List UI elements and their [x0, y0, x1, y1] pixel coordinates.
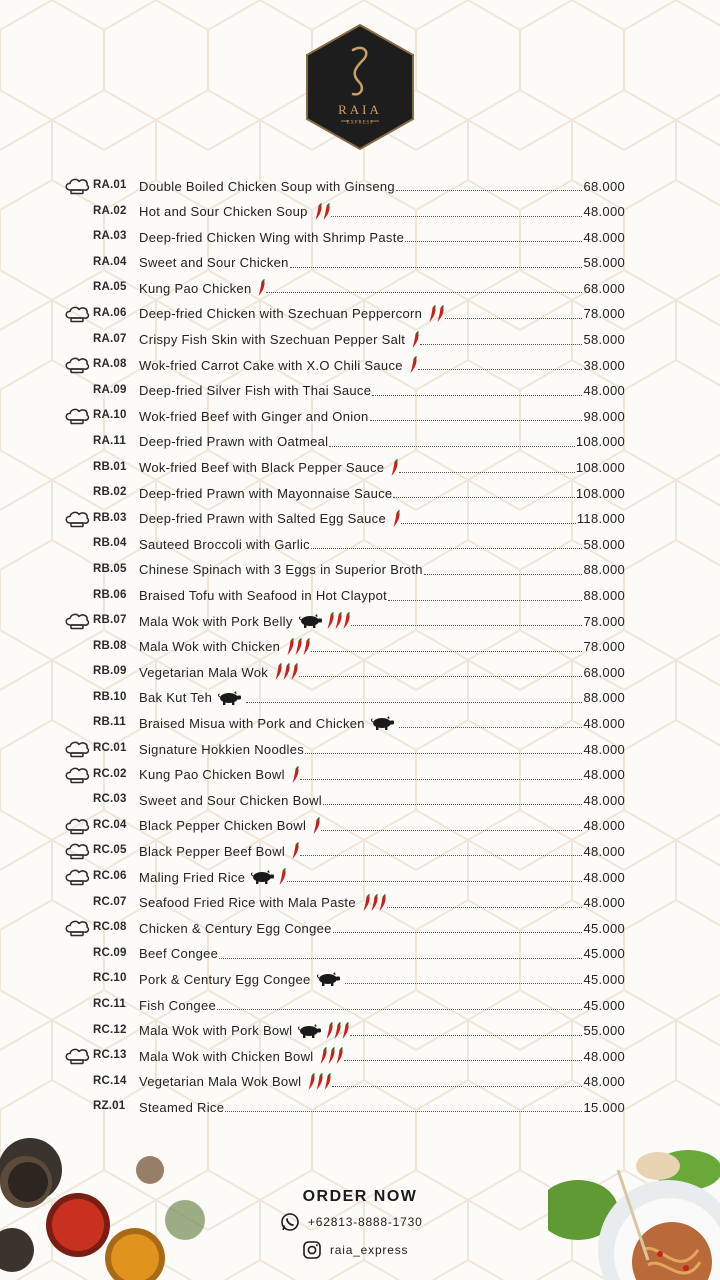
dot-leader — [219, 958, 582, 959]
instagram-icon — [302, 1240, 322, 1260]
menu-item-code: RC.01 — [93, 742, 127, 755]
chili-icon — [312, 817, 321, 835]
menu-item-line — [139, 432, 625, 452]
menu-item-price: 88.000 — [583, 562, 625, 578]
menu-item — [0, 379, 720, 405]
menu-item-line — [139, 227, 625, 247]
menu-item — [0, 993, 720, 1019]
noodle-bowl-illustration — [548, 1150, 720, 1280]
menu-item-line — [139, 790, 625, 810]
menu-item-code: RB.11 — [93, 716, 126, 729]
chef-hat-icon — [64, 818, 90, 835]
menu-item-price: 48.000 — [583, 869, 625, 885]
menu-item-name: Chicken & Century Egg Congee — [139, 920, 332, 936]
menu-item-icons — [307, 1073, 331, 1091]
menu-item — [0, 584, 720, 610]
menu-item-price: 118.000 — [576, 511, 625, 527]
menu-item-name: Chinese Spinach with 3 Eggs in Superior Broth — [139, 562, 423, 578]
menu-item-price: 38.000 — [583, 357, 625, 373]
menu-item-name: Hot and Sour Chicken Soup — [139, 204, 308, 220]
chef-hat-icon — [64, 408, 90, 425]
menu-item-line — [139, 304, 625, 324]
menu-item — [0, 763, 720, 789]
menu-item — [0, 635, 720, 661]
pork-icon — [299, 614, 323, 628]
menu-item-name: Sweet and Sour Chicken Bowl — [139, 792, 322, 808]
menu-item-name: Black Pepper Chicken Bowl — [139, 818, 307, 834]
pork-icon — [218, 691, 242, 705]
menu-item-line — [139, 176, 625, 196]
pork-icon — [317, 972, 341, 986]
menu-item-icons — [298, 1022, 349, 1040]
menu-item-price: 48.000 — [583, 229, 625, 245]
menu-item-code: RB.05 — [93, 562, 127, 575]
dot-leader — [399, 472, 575, 473]
menu-item-name: Kung Pao Chicken Bowl — [139, 767, 285, 783]
dot-leader — [370, 420, 583, 421]
menu-item-line — [139, 739, 625, 759]
menu-item-name: Wok-fried Beef with Black Pepper Sauce — [139, 460, 385, 476]
menu-item-name: Deep-fried Prawn with Mayonnaise Sauce — [139, 485, 393, 501]
chili-icon — [257, 279, 266, 297]
menu-item — [0, 891, 720, 917]
menu-item — [0, 507, 720, 533]
menu-item-name: Signature Hokkien Noodles — [139, 741, 305, 757]
menu-item — [0, 1044, 720, 1070]
menu-item-line — [139, 841, 625, 861]
menu-item-code: RC.06 — [93, 870, 127, 883]
menu-item-name: Vegetarian Mala Wok — [139, 664, 269, 680]
dot-leader — [300, 855, 582, 856]
menu-item-price: 48.000 — [583, 895, 625, 911]
menu-item-name: Braised Misua with Pork and Chicken — [139, 715, 365, 731]
menu-item-icons — [314, 203, 330, 221]
menu-item-icons — [312, 817, 320, 835]
dot-leader — [332, 1086, 582, 1087]
menu-item-line — [139, 611, 625, 631]
menu-item — [0, 404, 720, 430]
menu-item-code: RC.12 — [93, 1023, 127, 1036]
menu-item-code: RC.10 — [93, 972, 127, 985]
menu-item-code: RA.02 — [93, 204, 127, 217]
menu-item — [0, 609, 720, 635]
menu-item-price: 45.000 — [583, 946, 625, 962]
dot-leader — [372, 395, 582, 396]
menu-item-price: 58.000 — [583, 536, 625, 552]
menu-item-line — [139, 253, 625, 273]
chef-hat-icon — [64, 741, 90, 758]
menu-item-line — [139, 918, 625, 938]
menu-item — [0, 558, 720, 584]
menu-item-line — [139, 637, 625, 657]
menu-item-code: RA.04 — [93, 255, 127, 268]
menu-item-price: 48.000 — [583, 843, 625, 859]
menu-item-code: RC.11 — [93, 998, 126, 1010]
chili-icon — [278, 868, 287, 886]
menu-item-icons — [371, 716, 398, 730]
menu-item-price: 108.000 — [575, 434, 625, 450]
menu-item-code: RB.03 — [93, 511, 127, 524]
menu-item-code: RC.05 — [93, 844, 127, 857]
menu-item-name: Braised Tofu with Seafood in Hot Claypot — [139, 588, 388, 603]
menu-item-line — [139, 969, 625, 989]
menu-item-name: Sweet and Sour Chicken — [139, 255, 289, 271]
menu-item-price: 48.000 — [583, 1048, 625, 1064]
menu-item-price: 78.000 — [583, 306, 625, 322]
dot-leader — [311, 651, 582, 652]
menu-item-name: Fish Congee — [139, 997, 217, 1013]
menu-item-price: 58.000 — [583, 332, 625, 348]
dot-leader — [300, 779, 583, 780]
chili-icon — [409, 356, 418, 374]
menu-item-line — [139, 867, 625, 887]
order-now-title: ORDER NOW — [302, 1188, 418, 1205]
dot-leader — [345, 983, 583, 984]
chef-hat-icon — [64, 613, 90, 630]
menu-item-icons — [299, 612, 350, 630]
menu-item-icons — [291, 842, 299, 860]
menu-item-price: 108.000 — [575, 460, 625, 476]
dot-leader — [387, 907, 583, 908]
chili-icon — [342, 612, 351, 630]
chili-icon — [291, 842, 300, 860]
dot-leader — [396, 190, 582, 191]
menu-item — [0, 737, 720, 763]
menu-item — [0, 686, 720, 712]
menu-item-price: 45.000 — [583, 920, 625, 936]
menu-list — [0, 174, 720, 1121]
menu-item-price: 48.000 — [583, 204, 625, 220]
menu-item — [0, 225, 720, 251]
menu-item — [0, 1070, 720, 1096]
menu-item-price: 48.000 — [583, 767, 625, 783]
menu-item-price: 88.000 — [583, 588, 625, 603]
chef-hat-icon — [64, 843, 90, 860]
menu-item — [0, 532, 720, 558]
chef-hat-icon — [64, 178, 90, 195]
whatsapp-contact[interactable] — [280, 1212, 423, 1232]
menu-item-code: RA.03 — [93, 230, 127, 243]
footer — [0, 1130, 720, 1280]
menu-item — [0, 276, 720, 302]
menu-item-code: RA.05 — [93, 281, 127, 294]
dot-leader — [399, 727, 583, 728]
dot-leader — [333, 932, 583, 933]
menu-item-icons — [291, 766, 299, 784]
dot-leader — [445, 318, 582, 319]
dot-leader — [401, 523, 576, 524]
menu-item-code: RC.13 — [93, 1049, 127, 1062]
chef-hat-icon — [64, 306, 90, 323]
menu-item-price: 48.000 — [583, 792, 625, 808]
menu-item-name: Double Boiled Chicken Soup with Ginseng — [139, 178, 395, 194]
menu-item-line — [139, 330, 625, 350]
menu-item-icons — [317, 972, 344, 986]
menu-item-code: RA.09 — [93, 383, 127, 396]
menu-item — [0, 660, 720, 686]
menu-item-code: RZ.01 — [93, 1100, 126, 1113]
menu-item-icons — [286, 638, 310, 656]
menu-item-code: RC.04 — [93, 818, 127, 831]
menu-item-name: Steamed Rice — [139, 1099, 225, 1115]
menu-item-code: RB.01 — [93, 460, 127, 473]
menu-item-line — [139, 816, 625, 836]
menu-item-icons — [218, 691, 245, 705]
dot-leader — [311, 548, 582, 549]
menu-item-price: 58.000 — [583, 255, 625, 271]
menu-item-code: RB.08 — [93, 639, 127, 652]
chili-icon — [291, 766, 300, 784]
menu-item-code: RC.03 — [93, 793, 127, 806]
menu-item — [0, 328, 720, 354]
dot-leader — [305, 753, 582, 754]
menu-item-line — [139, 586, 625, 606]
instagram-handle: raia_express — [330, 1243, 409, 1257]
menu-item — [0, 942, 720, 968]
menu-item-price: 68.000 — [583, 664, 625, 680]
dot-leader — [287, 881, 582, 882]
dot-leader — [217, 1009, 582, 1010]
menu-item-line — [139, 509, 625, 529]
menu-item-icons — [409, 356, 417, 374]
menu-item-price: 48.000 — [583, 818, 625, 834]
menu-item-code: RA.11 — [93, 434, 126, 447]
menu-item-name: Maling Fried Rice — [139, 869, 246, 885]
menu-item-line — [139, 534, 625, 554]
menu-item-line — [139, 1097, 625, 1117]
menu-item-icons — [392, 510, 400, 528]
menu-item — [0, 481, 720, 507]
menu-item — [0, 174, 720, 200]
menu-item-price: 68.000 — [583, 178, 625, 194]
menu-item-name: Mala Wok with Chicken Bowl — [139, 1048, 314, 1064]
chef-hat-icon — [64, 1048, 90, 1065]
dot-leader — [388, 600, 582, 601]
menu-item-code: RC.02 — [93, 767, 127, 780]
pork-icon — [251, 870, 275, 884]
chef-hat-icon — [64, 357, 90, 374]
menu-item-code: RC.08 — [93, 921, 127, 934]
menu-item-line — [139, 893, 625, 913]
dot-leader — [299, 676, 582, 677]
menu-item-icons — [257, 279, 265, 297]
menu-item-price: 48.000 — [583, 1074, 625, 1090]
dot-leader — [418, 369, 583, 370]
menu-item-price: 48.000 — [583, 383, 625, 399]
menu-item-name: Pork & Century Egg Congee — [139, 971, 311, 987]
menu-item-name: Beef Congee — [139, 946, 219, 962]
menu-item-line — [139, 483, 625, 503]
dot-leader — [225, 1111, 582, 1112]
menu-item-price: 68.000 — [583, 280, 625, 296]
menu-item-name: Deep-fried Chicken with Szechuan Peppercorn — [139, 306, 423, 322]
instagram-contact[interactable] — [302, 1240, 408, 1260]
menu-item-name: Wok-fried Beef with Ginger and Onion — [139, 408, 369, 424]
dot-leader — [290, 267, 583, 268]
menu-item-code: RC.07 — [93, 895, 127, 908]
menu-item-name: Deep-fried Prawn with Salted Egg Sauce — [139, 511, 386, 527]
menu-item-price: 78.000 — [583, 639, 625, 655]
dot-leader — [321, 830, 582, 831]
menu-item-line — [139, 278, 625, 298]
dot-leader — [405, 241, 582, 242]
logo-brand-name: RAIA — [338, 102, 382, 117]
menu-item-code: RB.06 — [93, 588, 127, 601]
dot-leader — [266, 292, 582, 293]
dot-leader — [350, 1035, 582, 1036]
menu-item-line — [139, 765, 625, 785]
chili-icon — [302, 638, 311, 656]
chili-icon — [335, 1047, 344, 1065]
menu-item-name: Sauteed Broccoli with Garlic — [139, 536, 310, 552]
menu-item-price: 15.000 — [583, 1099, 625, 1115]
menu-item-icons — [411, 331, 419, 349]
menu-item — [0, 1019, 720, 1045]
menu-item-name: Vegetarian Mala Wok Bowl — [139, 1074, 302, 1090]
chili-icon — [322, 203, 331, 221]
dot-leader — [331, 216, 583, 217]
menu-item-code: RA.10 — [93, 409, 127, 422]
menu-item-name: Mala Wok with Pork Bowl — [139, 1023, 293, 1039]
menu-item-code: RC.14 — [93, 1074, 127, 1087]
menu-item-line — [139, 713, 625, 733]
menu-item-price: 108.000 — [575, 485, 625, 501]
menu-item-price: 48.000 — [583, 715, 625, 731]
menu-item-icons — [319, 1047, 343, 1065]
menu-item-name: Deep-fried Prawn with Oatmeal — [139, 434, 329, 450]
menu-item — [0, 430, 720, 456]
menu-item-icons — [251, 868, 286, 886]
menu-item-line — [139, 560, 625, 580]
menu-item — [0, 1095, 720, 1121]
menu-item — [0, 916, 720, 942]
dot-leader — [420, 344, 582, 345]
menu-item-code: RC.09 — [93, 946, 127, 959]
menu-item-code: RA.08 — [93, 358, 127, 371]
menu-item — [0, 839, 720, 865]
chili-icon — [378, 894, 387, 912]
menu-item-icons — [274, 663, 298, 681]
pork-icon — [371, 716, 395, 730]
chili-icon — [390, 459, 399, 477]
menu-item-icons — [362, 894, 386, 912]
menu-item-icons — [390, 459, 398, 477]
menu-item — [0, 788, 720, 814]
menu-item — [0, 456, 720, 482]
dot-leader — [351, 625, 583, 626]
menu-item-line — [139, 1021, 625, 1041]
dot-leader — [393, 497, 574, 498]
menu-item-line — [139, 202, 625, 222]
whatsapp-icon — [280, 1212, 300, 1232]
brand-logo — [303, 22, 417, 152]
menu-item-name: Seafood Fried Rice with Mala Paste — [139, 895, 356, 911]
menu-item — [0, 353, 720, 379]
menu-item-line — [139, 662, 625, 682]
menu-item-code: RB.07 — [93, 614, 127, 627]
chili-icon — [411, 331, 420, 349]
menu-item-price: 45.000 — [583, 997, 625, 1013]
menu-item-name: Wok-fried Carrot Cake with X.O Chili Sauce — [139, 357, 403, 373]
menu-item — [0, 967, 720, 993]
menu-item-price: 48.000 — [583, 741, 625, 757]
menu-item-line — [139, 688, 625, 708]
dot-leader — [344, 1060, 582, 1061]
dot-leader — [323, 804, 582, 805]
logo-tagline: EXPRESS — [346, 120, 374, 126]
dot-leader — [246, 702, 582, 703]
menu-item-name: Mala Wok with Pork Belly — [139, 613, 293, 629]
menu-item-name: Crispy Fish Skin with Szechuan Pepper Salt — [139, 332, 406, 348]
chili-icon — [392, 510, 401, 528]
menu-item-code: RA.01 — [93, 179, 127, 191]
chili-icon — [290, 663, 299, 681]
chef-hat-icon — [64, 920, 90, 937]
menu-item-name: Kung Pao Chicken — [139, 280, 252, 296]
chef-hat-icon — [64, 511, 90, 528]
menu-item-line — [139, 1046, 625, 1066]
menu-item — [0, 200, 720, 226]
menu-item-code: RB.10 — [93, 690, 127, 703]
menu-item-code: RB.09 — [93, 665, 127, 678]
phone-number: +62813-8888-1730 — [308, 1215, 423, 1229]
menu-item-code: RA.07 — [93, 332, 127, 345]
menu-item-price: 98.000 — [583, 408, 625, 424]
menu-item — [0, 302, 720, 328]
chili-icon — [323, 1073, 332, 1091]
menu-item-line — [139, 355, 625, 375]
menu-item-price: 78.000 — [583, 613, 625, 629]
menu-item-code: RA.06 — [93, 306, 127, 319]
menu-item-name: Mala Wok with Chicken — [139, 639, 281, 655]
menu-item-line — [139, 406, 625, 426]
menu-item-line — [139, 381, 625, 401]
chili-icon — [341, 1022, 350, 1040]
dot-leader — [329, 446, 575, 447]
menu-item-name: Bak Kut Teh — [139, 690, 213, 706]
menu-item-line — [139, 944, 625, 964]
pork-icon — [298, 1024, 322, 1038]
menu-item-name: Deep-fried Chicken Wing with Shrimp Paste — [139, 229, 405, 245]
chef-hat-icon — [64, 869, 90, 886]
chef-hat-icon — [64, 767, 90, 784]
menu-item-code: RB.02 — [93, 486, 127, 499]
menu-item-line — [139, 458, 625, 478]
menu-item-code: RB.04 — [93, 537, 127, 550]
menu-item-line — [139, 1072, 625, 1092]
dot-leader — [424, 574, 583, 575]
menu-item-price: 45.000 — [583, 971, 625, 987]
menu-item-icons — [428, 305, 444, 323]
menu-item-price: 88.000 — [583, 690, 625, 706]
menu-item-name: Deep-fried Silver Fish with Thai Sauce — [139, 383, 372, 399]
chili-icon — [436, 305, 445, 323]
menu-item-line — [139, 995, 625, 1015]
menu-item — [0, 251, 720, 277]
menu-item-price: 55.000 — [583, 1023, 625, 1039]
menu-item — [0, 711, 720, 737]
menu-item — [0, 814, 720, 840]
menu-item-name: Black Pepper Beef Bowl — [139, 843, 286, 859]
menu-item — [0, 865, 720, 891]
